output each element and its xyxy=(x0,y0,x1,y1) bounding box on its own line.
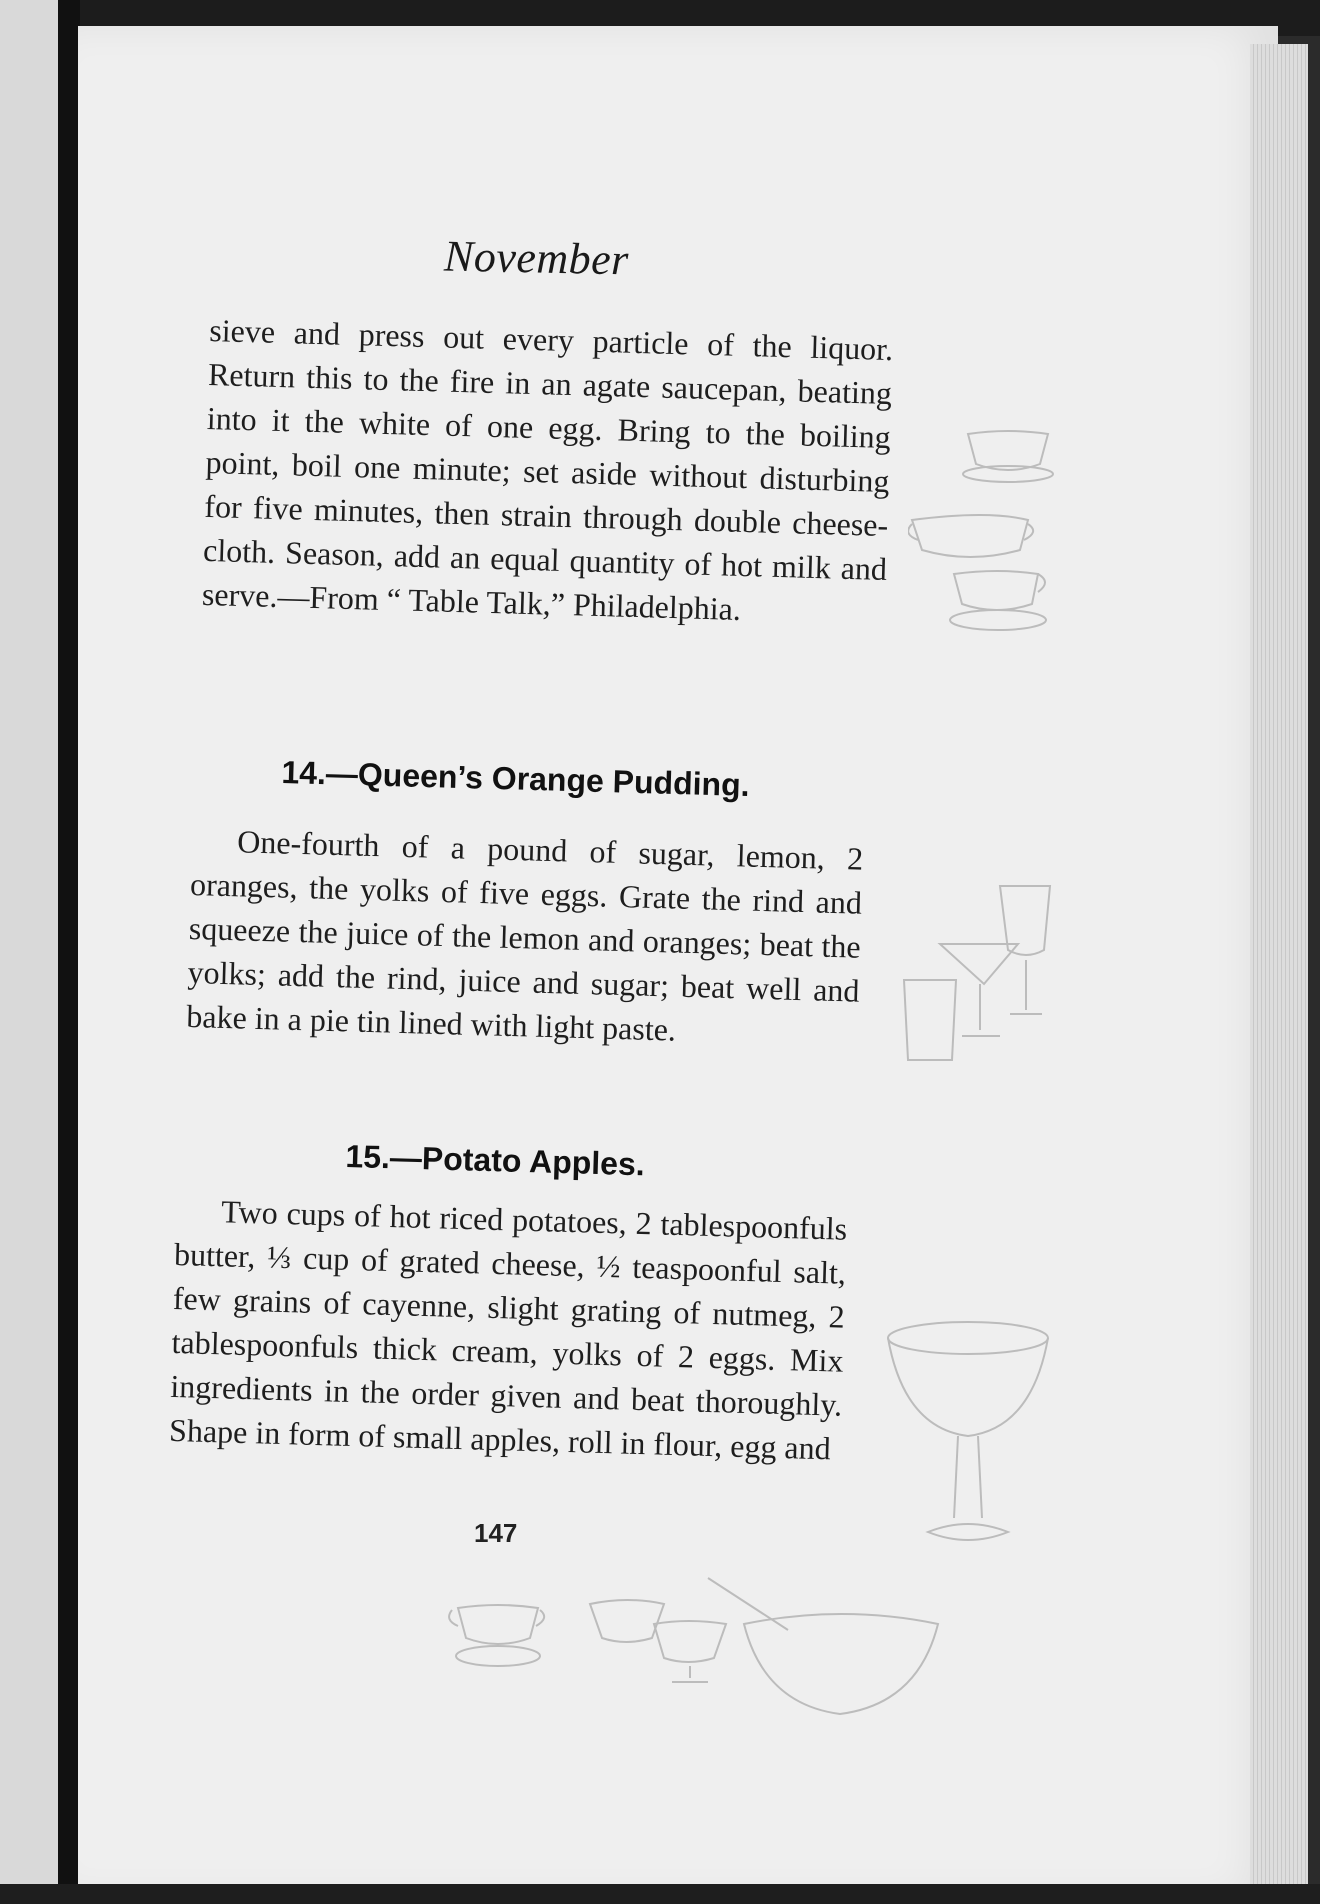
intro-paragraph xyxy=(201,308,893,635)
recipe-15-heading: 15.—Potato Apples. xyxy=(344,1138,646,1183)
recipe-14-body xyxy=(186,818,864,1057)
book-spine xyxy=(58,0,80,1904)
glassware-icon xyxy=(900,880,1070,1070)
bouillon-cups-icon xyxy=(908,424,1078,644)
recipe-15-body xyxy=(169,1188,848,1471)
facing-page-edge xyxy=(0,0,64,1904)
recipe-14-body-text: One-fourth of a pound of sugar, lemon, 2 oranges, the yolks of five eggs. Grate the rind and squeeze the juice of the lemon and oranges; beat the yolks; add the rind, juice and sugar; beat well and bake in a pie tin lined with light paste. xyxy=(185,823,864,1048)
intro-paragraph-text: sieve and press out every particle of the liquor. Return this to the fire in an agate saucepan, beating into it the white of one egg. Bring to the boiling point, boil one minute; set aside without disturbing for five minutes, then strain through double cheese-cloth. Season, add an equal quantity of hot milk and serve.—From “ Table Talk,” Philadelphia. xyxy=(201,311,894,627)
running-head: November xyxy=(443,231,630,285)
compote-icon xyxy=(884,1318,1054,1558)
page-number: 147 xyxy=(474,1518,518,1548)
recipe-14-heading: 14.—Queen’s Orange Pudding. xyxy=(280,754,751,804)
scan-background-bottom xyxy=(0,1884,1320,1904)
page-edges xyxy=(1250,44,1308,1886)
recipe-15-body-text: Two cups of hot riced potatoes, 2 tablespoonfuls butter, ⅓ cup of grated cheese, ½ teaspoonful salt, few grains of cayenne, slight grating of nutmeg, 2 tablespoonfuls thick cream, yolks of 2 eggs. Mix ingredients in the order given and beat thoroughly. Shape in form of small apples, roll in flour, egg and xyxy=(168,1193,848,1467)
punch-bowl-set-icon xyxy=(448,1574,948,1724)
